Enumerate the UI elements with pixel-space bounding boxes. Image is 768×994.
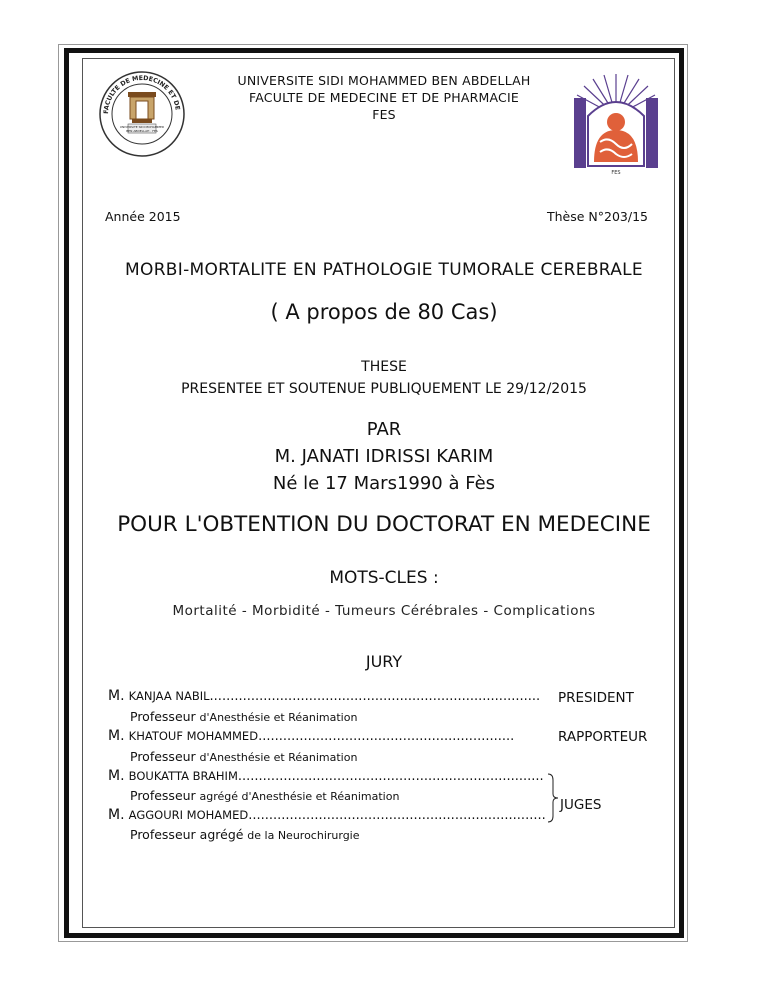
leader-dots: ..............................................................	[258, 729, 515, 744]
role-rapporteur: RAPPORTEUR	[558, 729, 648, 745]
seal-ring-text: FACULTE DE MEDECINE ET DE	[102, 74, 181, 115]
presentation-block	[0, 356, 768, 400]
jury-member-4	[108, 807, 548, 823]
keywords-label: MOTS-CLES :	[329, 568, 439, 588]
leader-dots: ................................................................................	[209, 689, 541, 704]
title-detail: d'Anesthésie et Réanimation	[199, 751, 358, 764]
jury-member-4-title	[130, 827, 360, 842]
title-main: Professeur agrégé	[130, 827, 244, 842]
role-president: PRESIDENT	[558, 690, 634, 706]
these-label: THESE	[361, 359, 407, 375]
title-detail: agrégé d'Anesthésie et Réanimation	[199, 790, 400, 803]
institution-header	[0, 72, 768, 123]
author-block	[0, 416, 768, 497]
title-detail: d'Anesthésie et Réanimation	[199, 711, 358, 724]
thesis-subtitle: ( A propos de 80 Cas)	[270, 300, 498, 324]
member-prefix: M.	[108, 768, 125, 784]
university-name: UNIVERSITE SIDI MOHAMMED BEN ABDELLAH	[237, 73, 531, 88]
emblem-caption: FES	[611, 170, 621, 176]
title-main: Professeur	[130, 709, 196, 724]
title-main: Professeur	[130, 788, 196, 803]
member-name: BOUKATTA BRAHIM	[128, 769, 238, 783]
leader-dots: ..........................................................................	[237, 769, 544, 784]
jury-member-1	[108, 688, 548, 704]
member-prefix: M.	[108, 688, 125, 704]
jury-member-2	[108, 728, 548, 744]
member-prefix: M.	[108, 807, 125, 823]
faculty-name: FACULTE DE MEDECINE ET DE PHARMACIE	[249, 90, 519, 105]
svg-text:BEN ABDELLAH · FES: BEN ABDELLAH · FES	[126, 129, 158, 133]
presentation-date: PRESENTEE ET SOUTENUE PUBLIQUEMENT LE 29/12/2015	[181, 381, 587, 397]
degree-line: POUR L'OBTENTION DU DOCTORAT EN MEDECINE	[117, 512, 651, 537]
jury-member-1-title	[130, 709, 357, 724]
author-name: M. JANATI IDRISSI KARIM	[274, 446, 494, 467]
member-name: AGGOURI MOHAMED	[128, 808, 249, 822]
jury-label: JURY	[365, 652, 403, 671]
jury-member-3-title	[130, 788, 399, 803]
thesis-number: Thèse N°203/15	[546, 209, 648, 224]
title-detail: de la Neurochirurgie	[247, 829, 360, 842]
member-name: KANJAA NABIL	[128, 689, 210, 703]
author-birth: Né le 17 Mars1990 à Fès	[272, 473, 496, 494]
svg-text:UNIVERSITE SIDI MOHAMMED: UNIVERSITE SIDI MOHAMMED	[119, 125, 165, 129]
par-label: PAR	[366, 419, 402, 440]
member-name: KHATOUF MOHAMMED	[128, 729, 259, 743]
academic-year: Année 2015	[105, 209, 181, 224]
juges-brace-icon	[546, 772, 560, 824]
title-main: Professeur	[130, 749, 196, 764]
jury-member-3	[108, 768, 548, 784]
keywords-list: Mortalité - Morbidité - Tumeurs Cérébrales - Complications	[172, 603, 596, 619]
jury-member-2-title	[130, 749, 357, 764]
leader-dots: ........................................................................	[248, 808, 546, 823]
thesis-title: MORBI-MORTALITE EN PATHOLOGIE TUMORALE CEREBRALE	[125, 260, 643, 280]
member-prefix: M.	[108, 728, 125, 744]
role-juges: JUGES	[560, 797, 602, 813]
city-name: FES	[372, 107, 396, 122]
